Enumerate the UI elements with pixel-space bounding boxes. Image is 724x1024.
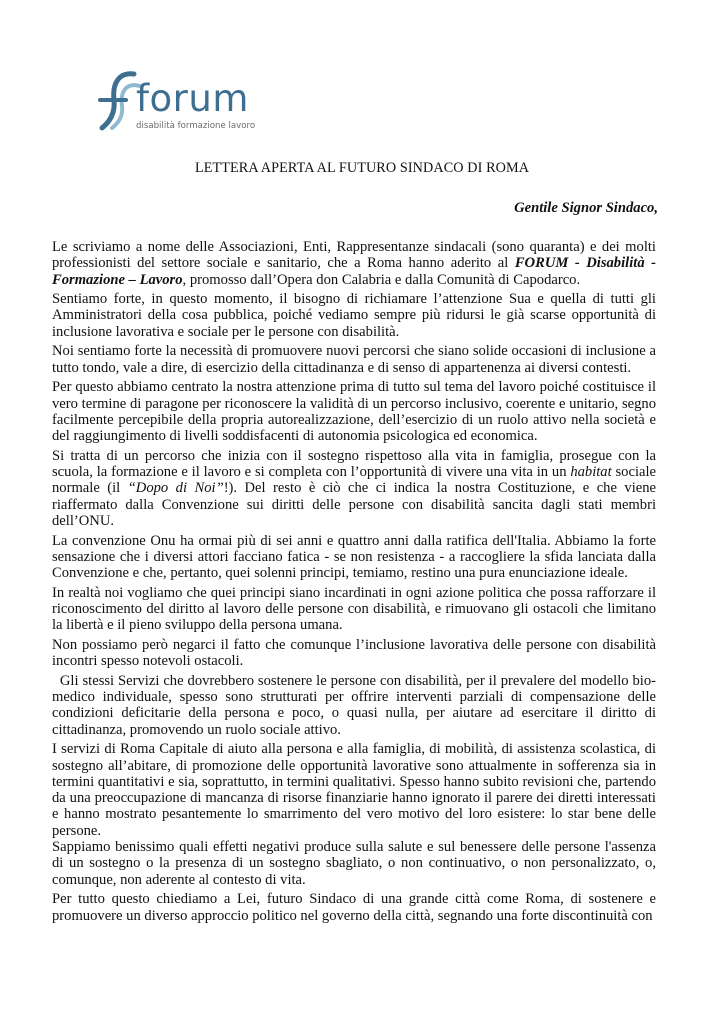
- letter-title: LETTERA APERTA AL FUTURO SINDACO DI ROMA: [194, 160, 530, 176]
- forum-name: FORUM - Disabilità - Formazione – Lavoro: [52, 255, 656, 288]
- paragraph-11: Sappiamo benissimo quali effetti negativi produce sulla salute e sul benessere delle persone l'assenza di un sostegno o la presenza di un sostegno sbagliato, o non continuativo, o non personalizzato, o, comunque, non aderente al contesto di vita.: [52, 839, 656, 888]
- forum-logo: [96, 70, 266, 140]
- paragraph-6: La convenzione Onu ha ormai più di sei anni e quattro anni dalla ratifica dell'Italia. Abbiamo la forte sensazione che i diversi attori facciano fatica - se non resistenza - a raccogliere la sfida lanciata dalla Convenzione e che, pertanto, quei solenni principi, temiamo, restino una pura enunciazione ideale.: [52, 532, 656, 582]
- paragraph-1: Le scriviamo a nome delle Associazioni, Enti, Rappresentanze sindacali (sono quaranta) e dei molti professionisti del settore sociale e sanitario, che a Roma hanno aderito al FORUM - Disabilità - Formazione – Lavoro, promosso dall’Opera don Calabria e dalla Comunità di Capodarco.: [52, 239, 656, 288]
- logo-wordmark: forum: [136, 77, 249, 120]
- paragraph-4: Per questo abbiamo centrato la nostra attenzione prima di tutto sul tema del lavoro poiché costituisce il vero termine di paragone per riconoscere la validità di un percorso inclusivo, coerente e unitario, segno facilmente percepibile della propria autorealizzazione, dell’esercizio di un ruolo attivo nella società e del raggiungimento di livelli soddisfacenti di autonomia psicologica ed economica.: [52, 379, 656, 445]
- paragraph-8: Non possiamo però negarci il fatto che comunque l’inclusione lavorativa delle persone con disabilità incontri spesso notevoli ostacoli.: [52, 636, 656, 670]
- letter-body: [52, 239, 660, 927]
- paragraph-2: Sentiamo forte, in questo momento, il bisogno di richiamare l’attenzione Sua e quella di tutti gli Amministratori della cosa pubblica, poiché vediamo sempre più ridursi le già scarse opportunità di inclusione lavorativa e sociale per le persone con disabilità.: [52, 291, 656, 340]
- paragraph-9: Gli stessi Servizi che dovrebbero sostenere le persone con disabilità, per il prevalere del modello bio-medico individuale, spesso sono strutturati per offrire interventi parziali di compensazione delle condizioni deficitarie della persona e poco, o quasi nulla, per aiutare ad esercitare il diritto di cittadinanza, promovendo un ruolo sociale attivo.: [52, 672, 660, 738]
- paragraph-5: Si tratta di un percorso che inizia con il sostegno rispettoso alla vita in famiglia, prosegue con la scuola, la formazione e il lavoro e si completa con l’opportunità di vivere una vita in un habitat sociale normale (il “Dopo di Noi”!). Del resto è ciò che ci indica la nostra Costituzione, e che viene riaffermato dalla Convenzione sui diritti delle persone con disabilità sancita dagli stati membri dell’ONU.: [52, 447, 657, 529]
- paragraph-7: In realtà noi vogliamo che quei principi siano incardinati in ogni azione politica che possa rafforzare il riconoscimento del diritto al lavoro delle persone con disabilità, e rimuovano gli ostacoli che limitano la libertà e il pieno sviluppo della persona umana.: [52, 584, 656, 634]
- paragraph-10: I servizi di Roma Capitale di aiuto alla persona e alla famiglia, di mobilità, di assistenza scolastica, di sostegno all’abitare, di promozione delle opportunità lavorative sono attualmente in sofferenza sia in termini quantitativi e sia, soprattutto, in termini qualitativi. Spesso hanno subito revisioni che, partendo da una preoccupazione di mancanza di risorse finanziarie hanno ignorato il parere dei diretti interessati e hanno mostrato pesantemente lo smarrimento del vero motivo del loro esistere: lo star bene delle persone.: [52, 741, 656, 839]
- paragraph-3: Noi sentiamo forte la necessità di promuovere nuovi percorsi che siano solide occasioni di inclusione a tutto tondo, vale a dire, di esercizio della cittadinanza e di senso di appartenenza ai diversi contesti.: [52, 343, 656, 376]
- salutation: Gentile Signor Sindaco,: [514, 200, 658, 216]
- paragraph-12: Per tutto questo chiediamo a Lei, futuro Sindaco di una grande città come Roma, di sostenere e promuovere un diverso approccio politico nel governo della città, segnando una forte discontinuità con: [52, 891, 656, 924]
- logo-tagline: disabilità formazione lavoro: [136, 121, 256, 131]
